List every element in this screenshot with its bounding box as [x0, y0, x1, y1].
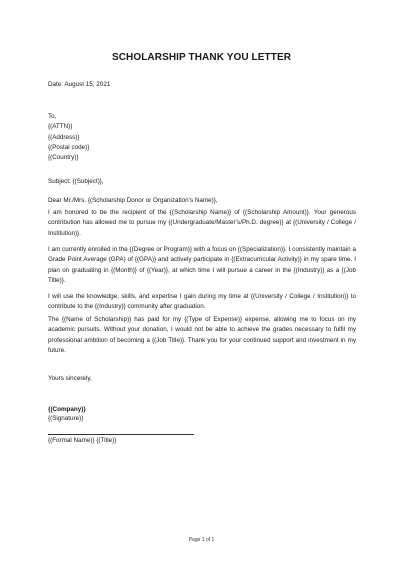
paragraph-1: I am honored to be the recipient of the {(Scholarship Name)} of {(Scholarship Amount)}. Your generous contribution has allowed me to pursue my {(Undergraduate/Master’s/Ph.D. degree)} at {(University / College / Institution)}. [48, 209, 356, 237]
subject-line: Subject: {(Subject)}, [48, 178, 104, 185]
formal-name: {(Formal Name)} {(Title)} [48, 437, 117, 444]
closing: Yours sincerely, [48, 375, 92, 382]
paragraph-2: I am currently enrolled in the {(Degree or Program)} with a focus on {(Specialization)}. I consistently maintain a Grade Point Average (GPA) of {(GPA)} and actively participate in {(Extracurricular Activity)} in my spare time. I plan on graduating in {(Month)} of {(Year)}, at which time I will pursue a career in the {(Industry)} as a {(Job Title)}. [48, 246, 356, 284]
address-line: {(Address)} [48, 133, 80, 141]
document-title: SCHOLARSHIP THANK YOU LETTER [111, 52, 292, 63]
date-line: Date: August 15, 2021 [48, 81, 111, 88]
to-label: To, [48, 113, 57, 120]
page-number: Page 1 of 1 [188, 537, 215, 543]
signature-line [48, 434, 194, 435]
paragraph-4: The {(Name of Scholarship)} has paid for my {(Type of Expense)} expense, allowing me to focus on my academic pursuits. Without your donation, I would not be able to achieve the grades necessary to fulfil my professional ambition of becoming a {(Job Title)}. Thank you for your continued support and investment in my future. [48, 316, 356, 354]
paragraph-3: I will use the knowledge, skills, and expertise I gain during my time at {(University / College / Institution)} to contribute to the {(Industry)} community after graduation. [48, 293, 356, 311]
recipient-address [48, 112, 356, 163]
signature: {(Signature)} [48, 415, 84, 422]
postal-code-line: {(Postal code)} [48, 143, 90, 151]
attn-line: {(ATTN)} [48, 123, 73, 131]
country-line: {(Country)} [48, 154, 79, 162]
greeting: Dear Mr./Mrs. {(Scholarship Donor or Organization’s Name)}, [48, 197, 218, 204]
company-name: {(Company)} [48, 406, 86, 413]
